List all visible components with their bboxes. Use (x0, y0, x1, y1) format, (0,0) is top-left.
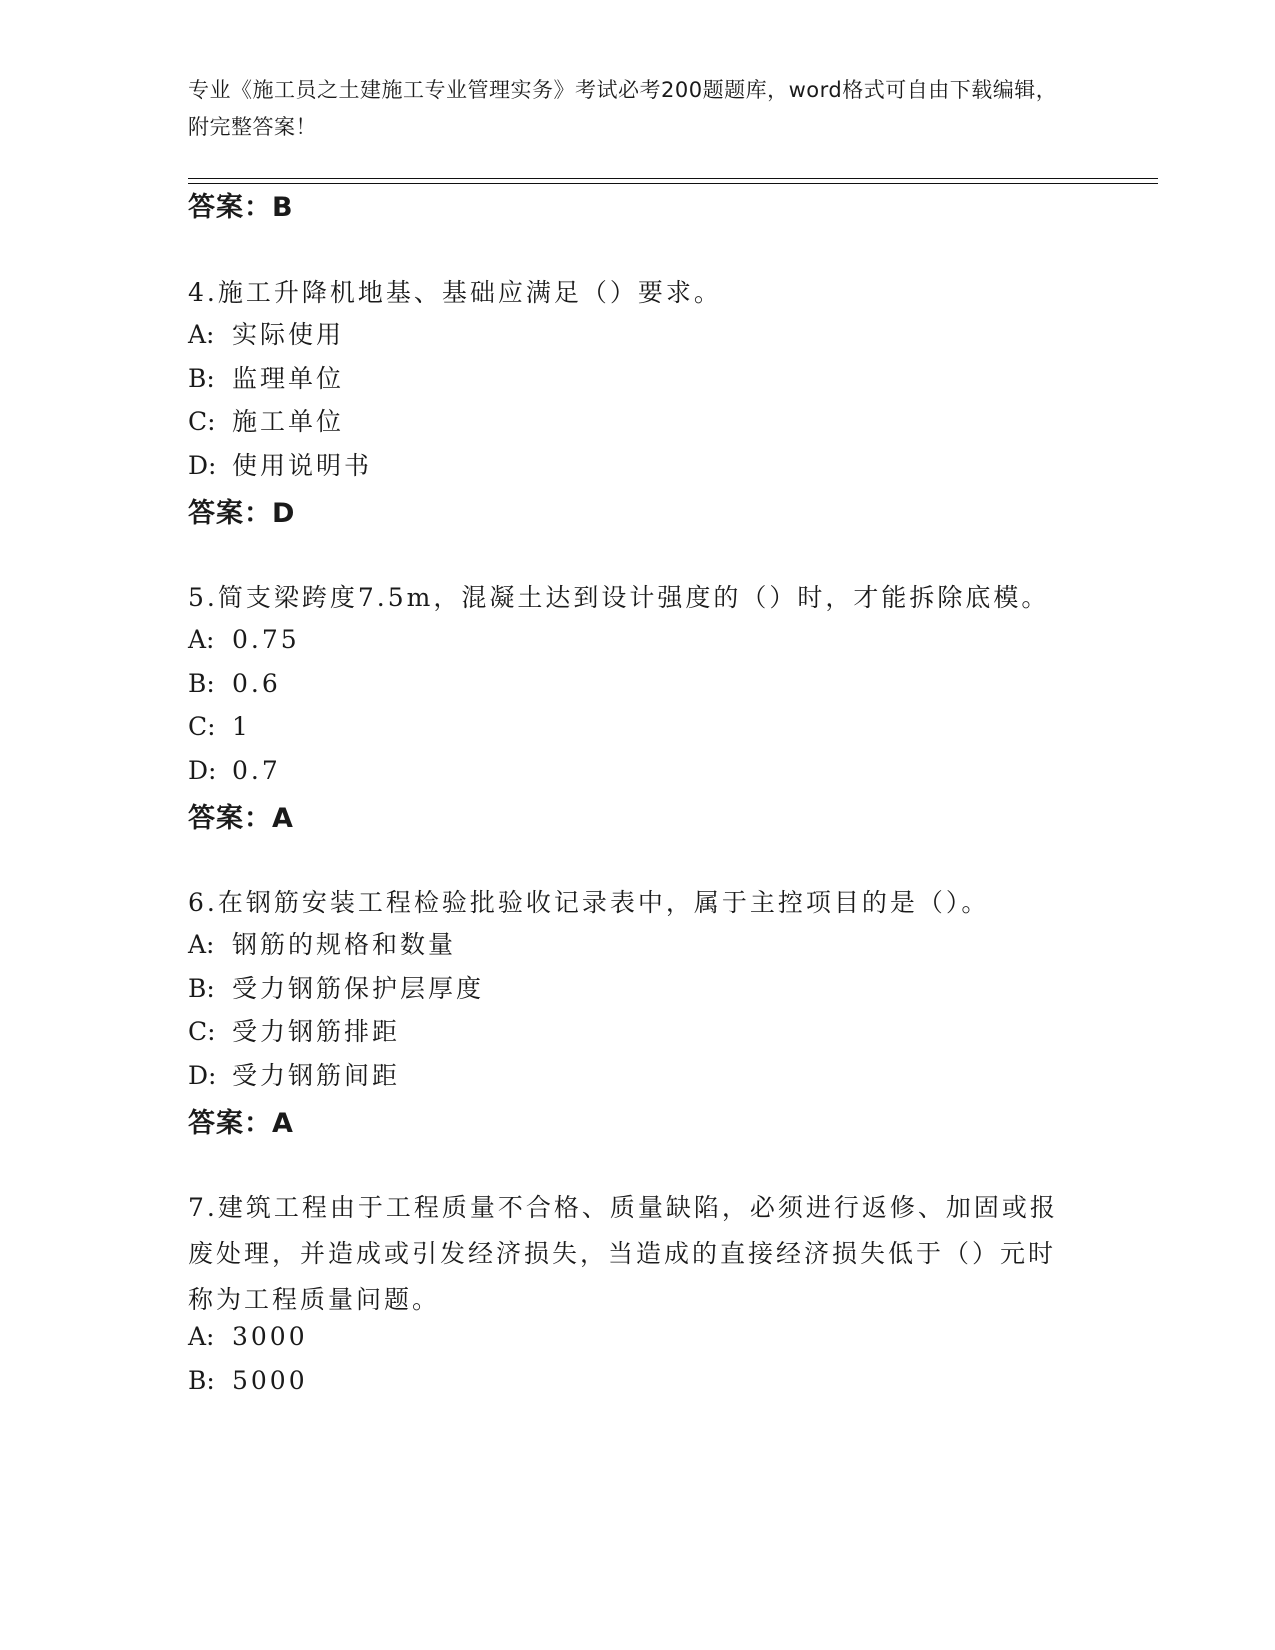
option-6c (188, 1015, 400, 1049)
question-4: 4.施工升降机地基、基础应满足（）要求。 (188, 278, 722, 307)
option-5c (188, 710, 251, 744)
option-label: A: (188, 1322, 215, 1351)
option-text: 0.75 (232, 625, 300, 654)
option-label: A: (188, 320, 215, 349)
option-4b (188, 362, 344, 396)
option-text: 施工单位 (232, 407, 345, 436)
option-label: D: (188, 756, 217, 785)
option-5d (188, 754, 281, 788)
option-label: C: (188, 712, 216, 741)
option-text: 5000 (232, 1366, 308, 1395)
question-5: 5.简支梁跨度7.5m，混凝土达到设计强度的（）时，才能拆除底模。 (188, 583, 1050, 612)
option-text: 监理单位 (232, 364, 345, 393)
header-rule-top (188, 178, 1158, 179)
header-rule-bottom (188, 183, 1158, 184)
question-6: 6.在钢筋安装工程检验批验收记录表中，属于主控项目的是（）。 (188, 888, 990, 917)
option-6d (188, 1059, 400, 1093)
option-text: 受力钢筋排距 (232, 1017, 401, 1046)
option-label: A: (188, 930, 215, 959)
answer-line: 答案：B (188, 192, 294, 223)
option-4c (188, 405, 344, 439)
option-7a (188, 1320, 308, 1354)
option-label: B: (188, 974, 215, 1003)
answer-line: 答案：D (188, 498, 296, 529)
option-7b (188, 1364, 308, 1398)
option-label: D: (188, 451, 217, 480)
option-label: D: (188, 1061, 217, 1090)
document-header: 专业《施工员之土建施工专业管理实务》考试必考200题题库，word格式可自由下载编辑，附完整答案！ (188, 78, 1058, 139)
answer-line: 答案：A (188, 1108, 294, 1139)
option-6a (188, 928, 456, 962)
option-text: 受力钢筋保护层厚度 (232, 974, 485, 1003)
option-text: 0.7 (232, 756, 281, 785)
option-5b (188, 667, 281, 701)
option-label: C: (188, 1017, 216, 1046)
option-label: B: (188, 364, 215, 393)
option-4d (188, 449, 372, 483)
option-4a (188, 318, 344, 352)
answer-line: 答案：A (188, 803, 294, 834)
option-text: 钢筋的规格和数量 (232, 930, 457, 959)
option-label: B: (188, 669, 215, 698)
option-label: A: (188, 625, 215, 654)
option-text: 3000 (232, 1322, 308, 1351)
question-7: 7.建筑工程由于工程质量不合格、质量缺陷，必须进行返修、加固或报废处理，并造成或引发经济损失，当造成的直接经济损失低于（）元时称为工程质量问题。 (188, 1193, 1058, 1314)
option-text: 使用说明书 (232, 451, 373, 480)
option-5a (188, 623, 300, 657)
option-text: 实际使用 (232, 320, 345, 349)
option-label: B: (188, 1366, 215, 1395)
option-text: 受力钢筋间距 (232, 1061, 401, 1090)
option-6b (188, 972, 484, 1006)
option-text: 0.6 (232, 669, 281, 698)
option-text: 1 (232, 712, 251, 741)
option-label: C: (188, 407, 216, 436)
